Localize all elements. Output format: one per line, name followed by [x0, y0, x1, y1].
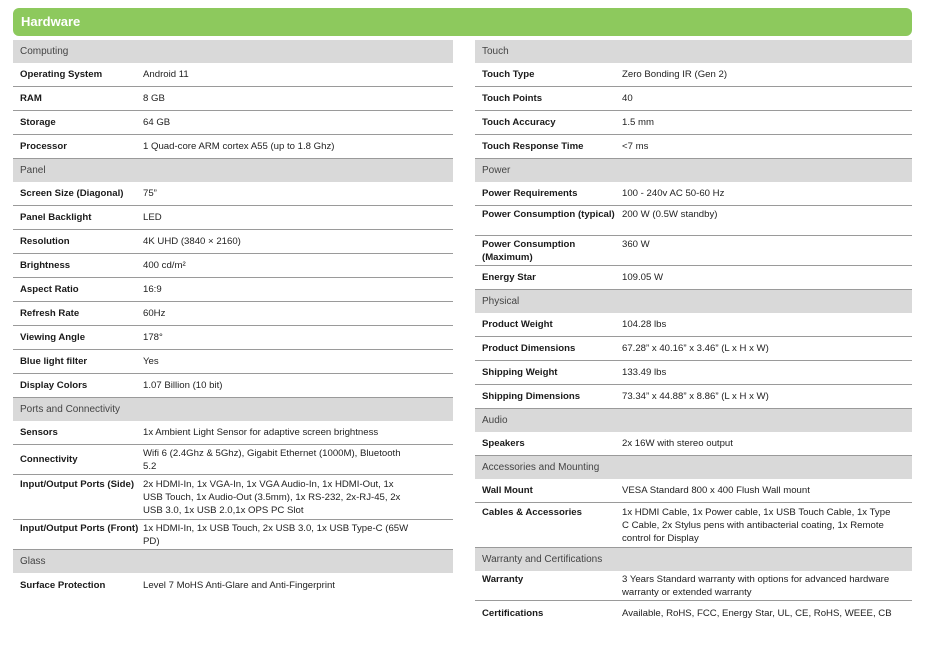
- spec-row-touch-response-time: [475, 135, 912, 159]
- spec-row-refresh-rate: [13, 302, 453, 326]
- spec-row-surface-protection: [13, 573, 453, 597]
- spec-value: 200 W (0.5W standby): [622, 209, 718, 220]
- spec-row-certifications: [475, 601, 912, 625]
- spec-label: Storage: [20, 117, 56, 128]
- spec-label: Refresh Rate: [20, 308, 80, 319]
- spec-value: 40: [622, 93, 633, 104]
- spec-value: 1 Quad-core ARM cortex A55 (up to 1.8 Ghz): [143, 141, 335, 152]
- spec-label: Aspect Ratio: [20, 284, 79, 295]
- spec-label: Shipping Dimensions: [482, 391, 581, 402]
- spec-value: Yes: [143, 356, 159, 367]
- spec-row-input-output-ports-front: [13, 520, 453, 550]
- section-header-glass: Glass: [13, 550, 453, 573]
- spec-value: 60Hz: [143, 308, 166, 319]
- section-header-ports-and-connectivity: Ports and Connectivity: [13, 398, 453, 421]
- right-spec-column: [475, 40, 912, 625]
- spec-value: Available, RoHS, FCC, Energy Star, UL, CE, RoHS, WEEE, CB: [622, 607, 892, 619]
- spec-value: <7 ms: [622, 141, 649, 152]
- spec-value: 1x HDMI-In, 1x USB Touch, 2x USB 3.0, 1x USB Type-C (65W PD): [143, 523, 409, 547]
- spec-label: Energy Star: [482, 272, 536, 283]
- spec-value: 64 GB: [143, 117, 171, 128]
- section-header-accessories-and-mounting: Accessories and Mounting: [475, 456, 912, 479]
- section-header-panel: Panel: [13, 159, 453, 182]
- spec-value: 3 Years Standard warranty with options for advanced hardware warranty or extended warranty: [622, 574, 890, 598]
- spec-value: 100 - 240v AC 50-60 Hz: [622, 188, 725, 199]
- spec-row-sensors: [13, 421, 453, 445]
- spec-row-product-weight: [475, 313, 912, 337]
- spec-value: 67.28” x 40.16” x 3.46” (L x H x W): [622, 343, 769, 354]
- left-spec-column: [13, 40, 453, 597]
- spec-label: Panel Backlight: [20, 212, 92, 223]
- spec-row-connectivity: [13, 445, 453, 475]
- spec-label: Surface Protection: [20, 579, 106, 591]
- spec-label: Power Requirements: [482, 188, 578, 199]
- spec-label: Speakers: [482, 438, 525, 449]
- spec-label: Product Dimensions: [482, 343, 576, 354]
- spec-value: 109.05 W: [622, 272, 664, 283]
- section-header-power: Power: [475, 159, 912, 182]
- spec-row-energy-star: [475, 266, 912, 290]
- spec-label: RAM: [20, 93, 42, 104]
- spec-row-touch-type: [475, 63, 912, 87]
- hardware-banner: [13, 8, 912, 36]
- section-header-audio: Audio: [475, 409, 912, 432]
- spec-row-shipping-dimensions: [475, 385, 912, 409]
- spec-label: Certifications: [482, 607, 544, 619]
- spec-label: Cables & Accessories: [482, 507, 582, 518]
- spec-row-display-colors: [13, 374, 453, 398]
- spec-row-resolution: [13, 230, 453, 254]
- spec-value: 8 GB: [143, 93, 165, 104]
- section-header-physical: Physical: [475, 290, 912, 313]
- spec-value: 1.5 mm: [622, 117, 654, 128]
- section-header-warranty-and-certifications: Warranty and Certifications: [475, 548, 912, 571]
- spec-row-power-requirements: [475, 182, 912, 206]
- spec-row-power-consumption-maximum: [475, 236, 912, 266]
- spec-row-shipping-weight: [475, 361, 912, 385]
- spec-label: Wall Mount: [482, 485, 533, 496]
- spec-label: Warranty: [482, 574, 524, 585]
- spec-label: Sensors: [20, 427, 58, 438]
- spec-value: 16:9: [143, 284, 162, 295]
- spec-row-speakers: [475, 432, 912, 456]
- spec-value: 2x 16W with stereo output: [622, 438, 733, 449]
- banner-title: Hardware: [21, 14, 81, 29]
- spec-row-touch-accuracy: [475, 111, 912, 135]
- spec-value: 2x HDMI-In, 1x VGA-In, 1x VGA Audio-In, 1x HDMI-Out, 1x USB Touch, 1x Audio-Out (3.5mm), 1x RS-232, 2x-RJ-45, 2x USB 3.0, 1x USB 2.0,1x OPS PC Slot: [143, 479, 401, 516]
- spec-label: Product Weight: [482, 319, 553, 330]
- spec-label: Touch Accuracy: [482, 117, 556, 128]
- spec-value: 75”: [143, 188, 157, 199]
- spec-label: Touch Type: [482, 69, 535, 80]
- spec-value: 73.34” x 44.88” x 8.86” (L x H x W): [622, 391, 769, 402]
- spec-label: Screen Size (Diagonal): [20, 188, 124, 199]
- spec-row-ram: [13, 87, 453, 111]
- spec-row-warranty: [475, 571, 912, 601]
- spec-value: 360 W: [622, 239, 650, 250]
- spec-label: Input/Output Ports (Front): [20, 523, 139, 534]
- spec-label: Connectivity: [20, 454, 78, 465]
- spec-row-cables-accessories: [475, 503, 912, 548]
- spec-row-input-output-ports-side: [13, 475, 453, 520]
- spec-label: Power Consumption (Maximum): [482, 239, 576, 263]
- spec-row-processor: [13, 135, 453, 159]
- spec-value: 178°: [143, 332, 163, 343]
- spec-label: Brightness: [20, 260, 71, 271]
- spec-label: Power Consumption (typical): [482, 209, 615, 220]
- spec-value: Zero Bonding IR (Gen 2): [622, 69, 728, 80]
- spec-row-touch-points: [475, 87, 912, 111]
- spec-row-storage: [13, 111, 453, 135]
- spec-label: Touch Response Time: [482, 141, 584, 152]
- spec-value: 133.49 lbs: [622, 367, 667, 378]
- spec-label: Operating System: [20, 69, 103, 80]
- spec-row-blue-light-filter: [13, 350, 453, 374]
- spec-row-aspect-ratio: [13, 278, 453, 302]
- spec-label: Touch Points: [482, 93, 543, 104]
- section-header-touch: Touch: [475, 40, 912, 63]
- spec-value: 1x HDMI Cable, 1x Power cable, 1x USB Touch Cable, 1x Type C Cable, 2x Stylus pens with antibacterial coating, 1x Remote control for Display: [622, 507, 891, 544]
- spec-row-panel-backlight: [13, 206, 453, 230]
- spec-value: 104.28 lbs: [622, 319, 667, 330]
- spec-row-viewing-angle: [13, 326, 453, 350]
- spec-label: Resolution: [20, 236, 70, 247]
- spec-row-wall-mount: [475, 479, 912, 503]
- spec-label: Processor: [20, 141, 67, 152]
- spec-row-screen-size-diagonal: [13, 182, 453, 206]
- spec-label: Shipping Weight: [482, 367, 558, 378]
- spec-row-product-dimensions: [475, 337, 912, 361]
- spec-value: Android 11: [143, 69, 189, 80]
- spec-row-operating-system: [13, 63, 453, 87]
- spec-value: 1x Ambient Light Sensor for adaptive screen brightness: [143, 427, 379, 438]
- spec-label: Input/Output Ports (Side): [20, 479, 135, 490]
- spec-value: 4K UHD (3840 × 2160): [143, 236, 241, 247]
- spec-value: Wifi 6 (2.4Ghz & 5Ghz), Gigabit Ethernet (1000M), Bluetooth 5.2: [143, 447, 401, 472]
- spec-label: Blue light filter: [20, 356, 88, 367]
- spec-value: Level 7 MoHS Anti-Glare and Anti-Fingerprint: [143, 579, 335, 591]
- spec-row-brightness: [13, 254, 453, 278]
- spec-value: 1.07 Billion (10 bit): [143, 380, 223, 391]
- spec-value: LED: [143, 212, 162, 223]
- spec-label: Viewing Angle: [20, 332, 86, 343]
- spec-row-power-consumption-typical: [475, 206, 912, 236]
- section-header-computing: Computing: [13, 40, 453, 63]
- spec-label: Display Colors: [20, 380, 88, 391]
- spec-value: VESA Standard 800 x 400 Flush Wall mount: [622, 485, 810, 496]
- spec-value: 400 cd/m²: [143, 260, 186, 271]
